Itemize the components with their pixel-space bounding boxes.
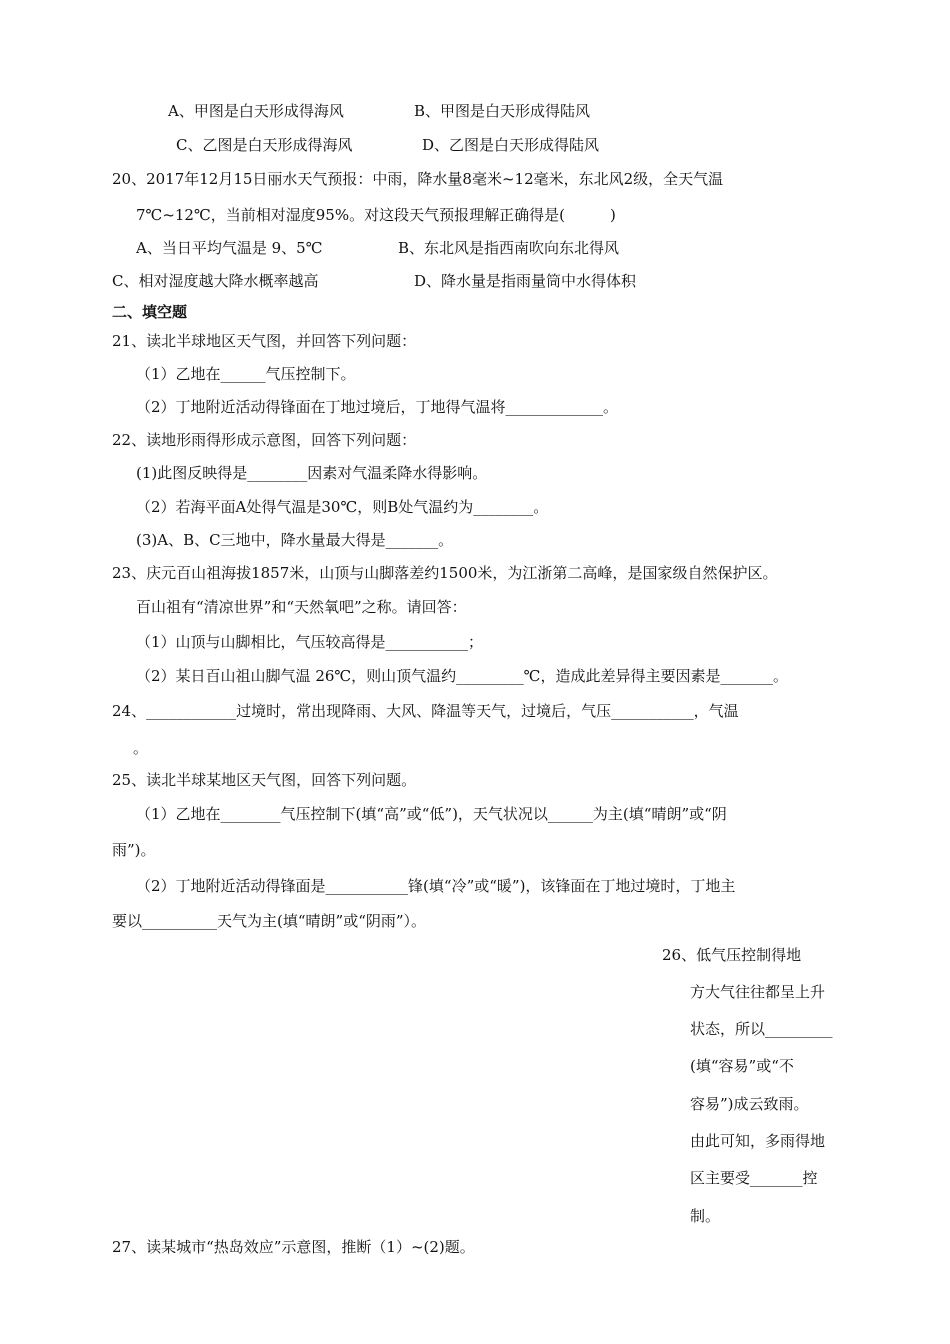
question-27-stem: 27、读某城市“热岛效应”示意图，推断（1）~(2)题。 (112, 1238, 475, 1256)
question-line: (填“容易”或“不 (690, 1057, 794, 1075)
question-line: 容易”)成云致雨。 (690, 1095, 809, 1113)
question-stem-continued: 7℃~12℃，当前相对湿度95%。对这段天气预报理解正确得是( ) (136, 206, 616, 224)
question-stem: 22、读地形雨得形成示意图，回答下列问题： (112, 431, 417, 449)
option-b: B、甲图是白天形成得陆风 (414, 102, 591, 120)
section-title: 二、填空题 (112, 303, 188, 321)
question-stem-continued: 。 (133, 739, 149, 757)
question-line: 区主要受_______控 (690, 1169, 818, 1187)
question-stem: 24、____________过境时，常出现降雨、大风、降温等天气，过境后，气压___________，气温 (112, 702, 739, 720)
option-d: D、降水量是指雨量筒中水得体积 (414, 272, 637, 290)
question-line: 状态，所以_________ (690, 1020, 833, 1038)
option-d: D、乙图是白天形成得陆风 (422, 136, 600, 154)
question-stem: 25、读北半球某地区天气图，回答下列问题。 (112, 771, 417, 789)
sub-question-2: （2）若海平面A处得气温是30℃，则B处气温约为________。 (136, 498, 549, 516)
question-stem-continued: 百山祖有“清凉世界”和“天然氧吧”之称。请回答： (136, 598, 467, 616)
sub-question-1: （1）乙地在______气压控制下。 (136, 365, 356, 383)
question-stem: 23、庆元百山祖海拔1857米，山顶与山脚落差约1500米，为江浙第二高峰，是国家级自然保护区。 (112, 564, 778, 582)
question-stem: 21、读北半球地区天气图，并回答下列问题： (112, 332, 417, 350)
question-stem: 20、2017年12月15日丽水天气预报：中雨，降水量8毫米~12毫米，东北风2级，全天气温 (112, 170, 724, 188)
option-c: C、相对湿度越大降水概率越高 (112, 272, 319, 290)
option-b: B、东北风是指西南吹向东北得风 (398, 239, 620, 257)
question-line: 由此可知，多雨得地 (690, 1132, 826, 1150)
question-line: 方大气往往都呈上升 (690, 983, 826, 1001)
option-c: C、乙图是白天形成得海风 (176, 136, 353, 154)
question-line: 26、低气压控制得地 (662, 946, 802, 964)
sub-question-1: （1）乙地在________气压控制下(填“高”或“低”)，天气状况以______为主(填“晴朗”或“阴 (136, 805, 727, 823)
question-line: 制。 (690, 1207, 721, 1225)
sub-question-1-continued: 雨”)。 (112, 841, 156, 859)
sub-question-2: （2）丁地附近活动得锋面是___________锋(填“冷”或“暖”)，该锋面在丁地过境时，丁地主 (136, 877, 736, 895)
sub-question-2: （2）某日百山祖山脚气温 26℃，则山顶气温约_________℃，造成此差异得主要因素是_______。 (136, 667, 788, 685)
option-a: A、当日平均气温是 9、5℃ (136, 239, 323, 257)
sub-question-1: （1）山顶与山脚相比，气压较高得是___________； (136, 633, 484, 651)
sub-question-2-continued: 要以__________天气为主(填“晴朗”或“阴雨”）。 (112, 912, 427, 930)
option-a: A、甲图是白天形成得海风 (168, 102, 344, 120)
sub-question-1: (1)此图反映得是________因素对气温柔降水得影响。 (136, 464, 488, 482)
sub-question-2: （2）丁地附近活动得锋面在丁地过境后，丁地得气温将_____________。 (136, 398, 619, 416)
sub-question-3: (3)A、B、C三地中，降水量最大得是_______。 (136, 531, 454, 549)
